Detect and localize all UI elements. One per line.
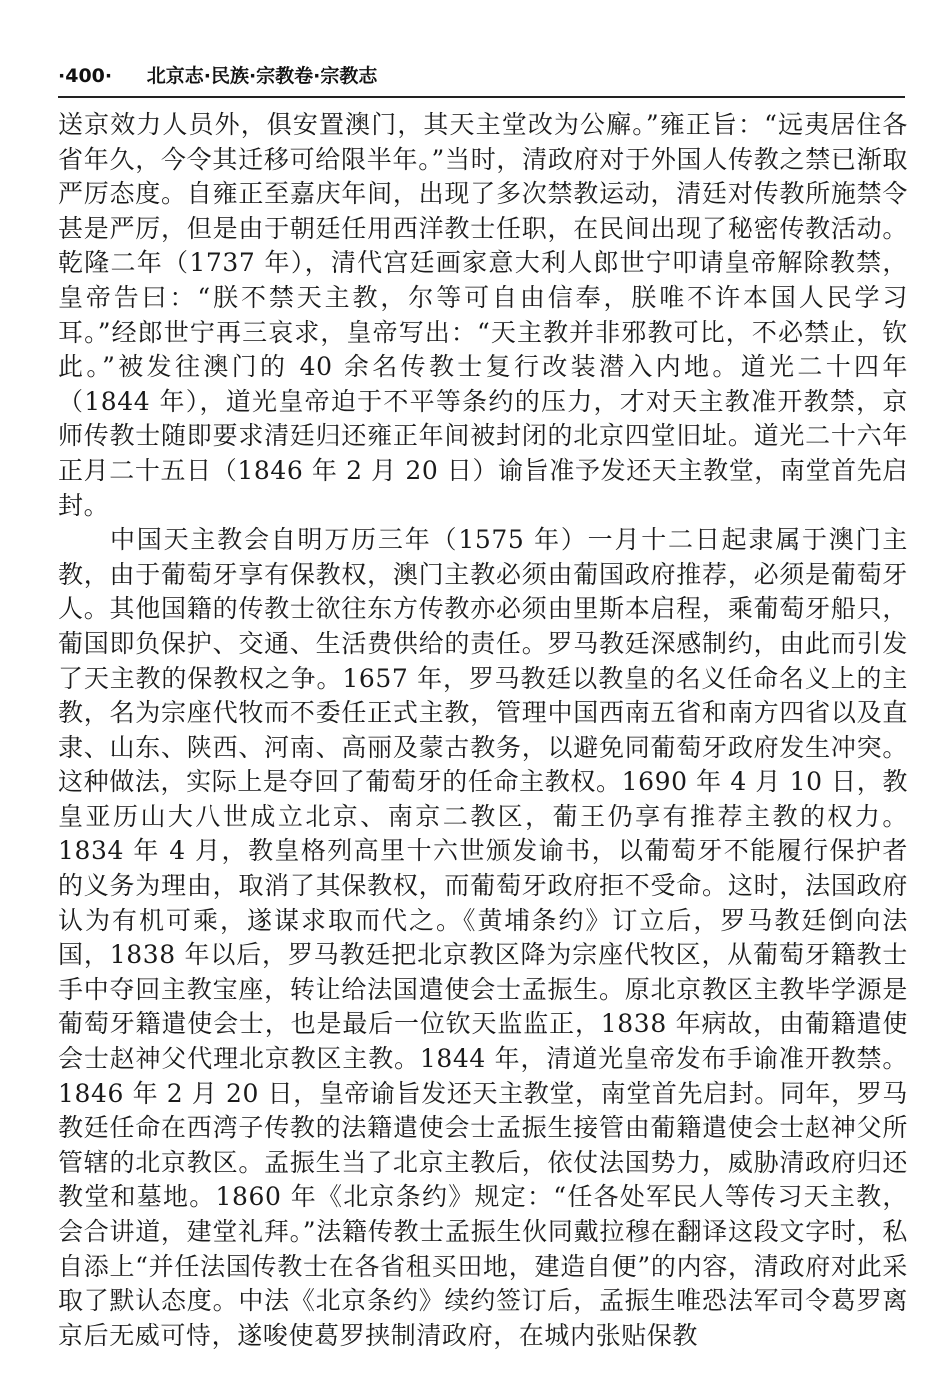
header-rule bbox=[58, 96, 905, 98]
body-text bbox=[58, 108, 908, 1353]
running-header bbox=[58, 62, 903, 90]
paragraph-catholic-church-history: 中国天主教会自明万历三年（1575 年）一月十二日起隶属于澳门主教，由于葡萄牙享有保教权，澳门主教必须由葡国政府推荐，必须是葡萄牙人。其他国籍的传教士欲往东方传教亦必须由里斯本启程，乘葡萄牙船只，葡国即负保护、交通、生活费供给的责任。罗马教廷深感制约，由此而引发了天主教的保教权之争。1657 年，罗马教廷以教皇的名义任命名义上的主教，名为宗座代牧而不委任正式主教，管理中国西南五省和南方四省以及直隶、山东、陕西、河南、高丽及蒙古教务，以避免同葡萄牙政府发生冲突。这种做法，实际上是夺回了葡萄牙的任命主教权。1690 年 4 月 10 日，教皇亚历山大八世成立北京、南京二教区，葡王仍享有推荐主教的权力。1834 年 4 月，教皇格列高里十六世颁发谕书，以葡萄牙不能履行保护者的义务为理由，取消了其保教权，而葡萄牙政府拒不受命。这时，法国政府认为有机可乘，遂谋求取而代之。《黄埔条约》订立后，罗马教廷倒向法国，1838 年以后，罗马教廷把北京教区降为宗座代牧区，从葡萄牙籍教士手中夺回主教宝座，转让给法国遣使会士孟振生。原北京教区主教毕学源是葡萄牙籍遣使会士，也是最后一位钦天监监正，1838 年病故，由葡籍遣使会士赵神父代理北京教区主教。1844 年，清道光皇帝发布手谕准开教禁。1846 年 2 月 20 日，皇帝谕旨发还天主教堂，南堂首先启封。同年，罗马教廷任命在西湾子传教的法籍遣使会士孟振生接管由葡籍遣使会士赵神父所管辖的北京教区。孟振生当了北京主教后，依仗法国势力，威胁清政府归还教堂和墓地。1860 年《北京条约》规定：“任各处军民人等传习天主教，会合讲道，建堂礼拜。”法籍传教士孟振生伙同戴拉穆在翻译这段文字时，私自添上“并任法国传教士在各省租买田地，建造自便”的内容，清政府对此采取了默认态度。中法《北京条约》续约签订后，孟振生唯恐法军司令葛罗离京后无威可恃，遂唆使葛罗挟制清政府，在城内张贴保教 bbox=[58, 525, 908, 1350]
paragraph-continuation: 送京效力人员外，俱安置澳门，其天主堂改为公廨。”雍正旨：“远夷居住各省年久，今令其迁移可给限半年。”当时，清政府对于外国人传教之禁已渐取严厉态度。自雍正至嘉庆年间，出现了多次禁教运动，清廷对传教所施禁令甚是严厉，但是由于朝廷任用西洋教士任职，在民间出现了秘密传教活动。乾隆二年（1737 年），清代宫廷画家意大利人郎世宁叩请皇帝解除教禁，皇帝告曰：“朕不禁天主教，尔等可自由信奉，朕唯不许本国人民学习耳。”经郎世宁再三哀求，皇帝写出：“天主教并非邪教可比，不必禁止，钦此。”被发往澳门的 40 余名传教士复行改装潜入内地。道光二十四年（1844 年），道光皇帝迫于不平等条约的压力，才对天主教准开教禁，京师传教士随即要求清廷归还雍正年间被封闭的北京四堂旧址。道光二十六年正月二十五日（1846 年 2 月 20 日）谕旨准予发还天主教堂，南堂首先启封。 bbox=[58, 110, 908, 520]
page-number: ·400· bbox=[58, 65, 113, 87]
section-title: 北京志·民族·宗教卷·宗教志 bbox=[146, 65, 378, 87]
